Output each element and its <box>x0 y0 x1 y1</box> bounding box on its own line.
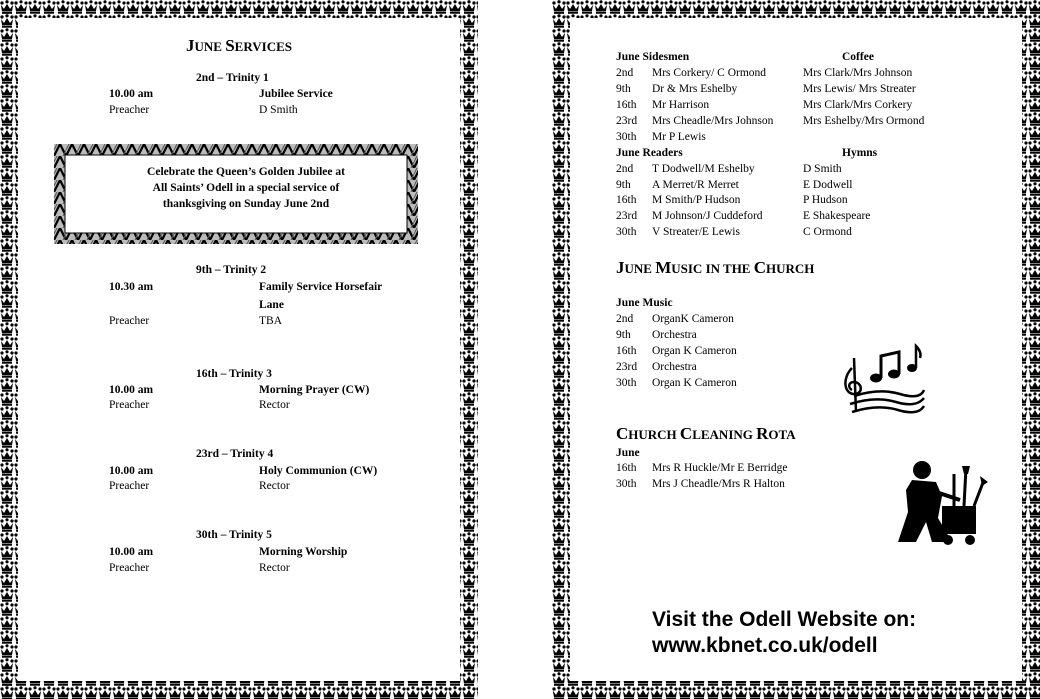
readers-title: June Readers <box>616 147 683 159</box>
rota-date: 2nd <box>616 313 634 325</box>
coffee-name: Mrs Lewis/ Mrs Streater <box>803 83 916 95</box>
cleaning-rota-heading: CHURCH CLEANING ROTA <box>616 424 796 443</box>
service-time: 10.00 am <box>109 88 154 100</box>
service-sunday: 30th – Trinity 5 <box>196 529 272 541</box>
june-services-heading: JUNE SERVICES <box>186 36 293 55</box>
rota-date: 23rd <box>616 361 638 373</box>
service-name: Jubilee Service <box>259 88 333 100</box>
music-entry: Organ K Cameron <box>652 345 737 357</box>
service-sunday: 23rd – Trinity 4 <box>196 448 274 460</box>
reader-name: M Johnson/J Cuddeford <box>652 210 763 222</box>
service-sunday: 2nd – Trinity 1 <box>196 72 269 84</box>
rota-date: 16th <box>616 462 637 474</box>
cleaner-icon <box>892 456 992 548</box>
music-entry: Organ K Cameron <box>652 377 737 389</box>
service-time: 10.00 am <box>109 384 154 396</box>
rota-date: 30th <box>616 131 637 143</box>
service-time: 10.30 am <box>109 281 154 293</box>
coffee-name: Mrs Clark/Mrs Corkery <box>803 99 913 111</box>
service-name: Holy Communion (CW) <box>259 465 378 477</box>
sidesman-name: Dr & Mrs Eshelby <box>652 83 738 95</box>
rota-date: 16th <box>616 194 637 206</box>
website-url[interactable]: www.kbnet.co.uk/odell <box>652 634 878 657</box>
coffee-title: Coffee <box>842 51 874 63</box>
rota-date: 16th <box>616 345 637 357</box>
sidesmen-title: June Sidesmen <box>616 51 690 63</box>
sidesman-name: Mr P Lewis <box>652 131 706 143</box>
reader-name: V Streater/E Lewis <box>652 226 740 238</box>
preacher-label: Preacher <box>109 104 150 116</box>
service-sunday: 16th – Trinity 3 <box>196 368 272 380</box>
preacher-name: Rector <box>259 562 290 574</box>
preacher-label: Preacher <box>109 562 150 574</box>
hymns-name: E Dodwell <box>803 179 853 191</box>
june-music-heading: JUNE MUSIC IN THE CHURCH <box>616 258 815 277</box>
coffee-name: Mrs Eshelby/Mrs Ormond <box>803 115 925 127</box>
rota-date: 23rd <box>616 210 638 222</box>
service-name: Family Service Horsefair <box>259 281 383 293</box>
preacher-name: Rector <box>259 480 290 492</box>
music-entry: Orchestra <box>652 361 697 373</box>
website-line-1: Visit the Odell Website on: <box>652 608 917 631</box>
rota-date: 16th <box>616 99 637 111</box>
rota-date: 9th <box>616 179 631 191</box>
rota-date: 30th <box>616 478 637 490</box>
cleaning-title: June <box>616 447 640 459</box>
cleaning-entry: Mrs J Cheadle/Mrs R Halton <box>652 478 785 490</box>
cleaning-entry: Mrs R Huckle/Mr E Berridge <box>652 462 788 474</box>
rota-date: 9th <box>616 329 631 341</box>
reader-name: A Merret/R Merret <box>652 179 739 191</box>
hymns-name: E Shakespeare <box>803 210 871 222</box>
sidesman-name: Mr Harrison <box>652 99 710 111</box>
preacher-name: Rector <box>259 399 290 411</box>
crown-border <box>0 0 478 699</box>
preacher-label: Preacher <box>109 480 150 492</box>
preacher-name: TBA <box>259 315 282 327</box>
rota-date: 9th <box>616 83 631 95</box>
music-title: June Music <box>616 297 673 309</box>
service-time: 10.00 am <box>109 546 154 558</box>
left-page <box>0 0 478 699</box>
service-sunday: 9th – Trinity 2 <box>196 264 267 276</box>
coffee-name: Mrs Clark/Mrs Johnson <box>803 67 913 79</box>
service-time: 10.00 am <box>109 465 154 477</box>
reader-name: T Dodwell/M Eshelby <box>652 163 755 175</box>
sidesman-name: Mrs Cheadle/Mrs Johnson <box>652 115 774 127</box>
rota-date: 23rd <box>616 115 638 127</box>
music-entry: Orchestra <box>652 329 697 341</box>
preacher-label: Preacher <box>109 315 150 327</box>
hymns-name: D Smith <box>803 163 842 175</box>
preacher-name: D Smith <box>259 104 298 116</box>
rota-date: 30th <box>616 226 637 238</box>
preacher-label: Preacher <box>109 399 150 411</box>
music-notes-icon <box>836 338 926 420</box>
reader-name: M Smith/P Hudson <box>652 194 741 206</box>
service-name-cont: Lane <box>259 299 284 311</box>
rota-date: 2nd <box>616 163 634 175</box>
service-name: Morning Worship <box>259 546 348 558</box>
rota-date: 2nd <box>616 67 634 79</box>
service-name: Morning Prayer (CW) <box>259 384 370 396</box>
hymns-title: Hymns <box>842 147 878 159</box>
right-page <box>552 0 1040 699</box>
sidesman-name: Mrs Corkery/ C Ormond <box>652 67 767 79</box>
music-entry: OrganK Cameron <box>652 313 734 325</box>
rota-date: 30th <box>616 377 637 389</box>
hymns-name: P Hudson <box>803 194 848 206</box>
hymns-name: C Ormond <box>803 226 852 238</box>
jubilee-banner-text: Celebrate the Queen’s Golden Jubilee at All Saints’ Odell in a special service of thanksgiving on Sunday June 2nd <box>147 166 345 210</box>
